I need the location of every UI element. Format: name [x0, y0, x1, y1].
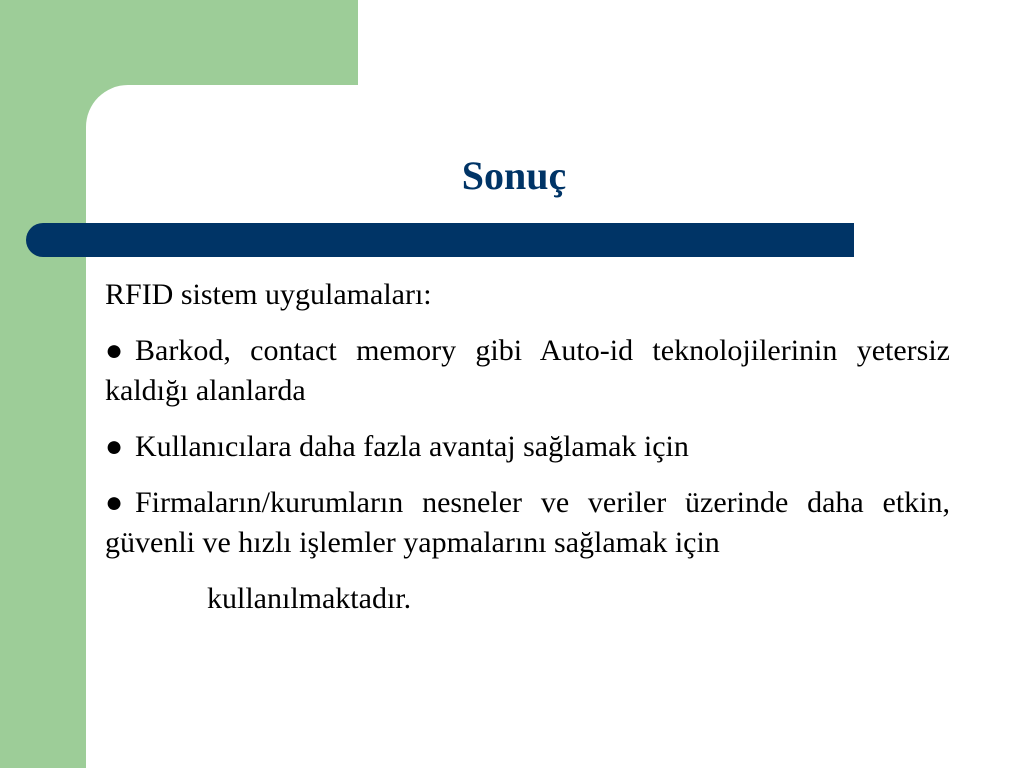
slide-body	[105, 275, 950, 619]
bullet-text: Firmaların/kurumların nesneler ve veriler üzerinde daha etkin, güvenli ve hızlı işlemler yapmalarını sağlamak için	[105, 486, 950, 559]
bullet-icon: ●	[105, 334, 124, 367]
intro-text: RFID sistem uygulamaları:	[105, 278, 432, 311]
bullet-item	[105, 483, 950, 563]
slide-title: Sonuç	[461, 153, 567, 198]
conclusion-text: kullanılmaktadır.	[207, 582, 412, 615]
title-divider-bar	[26, 223, 854, 257]
bullet-item	[105, 331, 950, 411]
bullet-icon: ●	[105, 486, 124, 519]
bullet-icon: ●	[105, 430, 124, 463]
bullet-item	[105, 427, 950, 467]
bullet-text: Kullanıcılara daha fazla avantaj sağlamak için	[135, 430, 689, 463]
bullet-text: Barkod, contact memory gibi Auto-id teknolojilerinin yetersiz kaldığı alanlarda	[105, 334, 950, 407]
